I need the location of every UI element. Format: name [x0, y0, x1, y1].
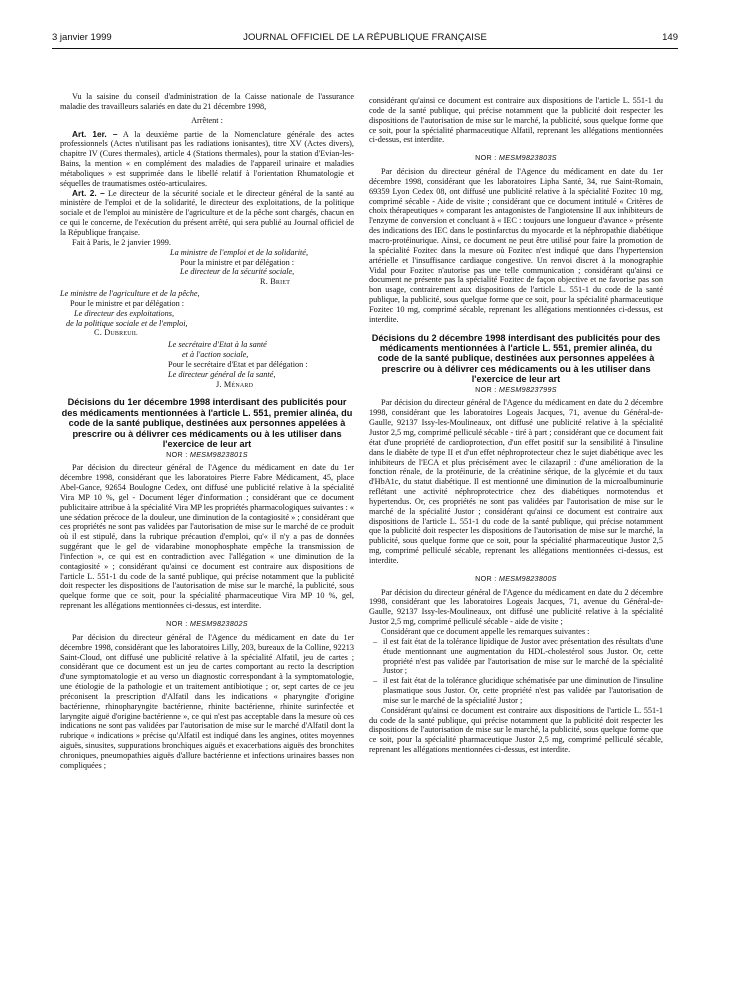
- signature-block-1: [170, 248, 354, 287]
- fait-line: Fait à Paris, le 2 janvier 1999.: [72, 237, 171, 247]
- left-column: [60, 92, 354, 982]
- nor-2-prefix: NOR :: [166, 619, 188, 628]
- signature-1-line-1: La ministre de l'emploi et de la solidarité,: [170, 247, 309, 257]
- signature-3-name: J. Ménard: [216, 379, 254, 389]
- conclusion-paragraph-justor: Considérant qu'ainsi ce document est contraire aux dispositions de l'article L. 551-1 du code de la santé publique, qui précise notamment que la publicité doit respecter les dispositions de l'autorisation de mise sur le marché, la publicité, sous quelque forme que ce soit, pour la spécialité pharmaceutique Justor 2,5 mg, comprimé pelliculé sécable, reprenant les allégations mentionnées ci-dessus, est interdite.: [369, 705, 663, 755]
- signature-block-3: [168, 340, 354, 389]
- intro-paragraph: Vu la saisine du conseil d'administration de la Caisse nationale de l'assurance maladie des travailleurs salariés en date du 21 décembre 1998,: [60, 92, 354, 111]
- decision-paragraph-alfatil: Par décision du directeur général de l'Agence du médicament en date du 1er décembre 1998, considérant que les laboratoires Lilly, 203, bureaux de la Colline, 92213 Saint-Cloud, ont diffusé une publicité relative à la spécialité Alfatil, jeu de cartes ; considérant que ce document est un jeu de cartes comportant au recto la description d'une symptomatologie et au verso un diagnostic correspondant à la symptomatologie, une étiologie de la pathologie et un traitement antibiotique ; or, sept cartes de ce jeu préconisent la prescription d'Alfatil dans les indications « pharyngite d'origine bactérienne, rhinopharyngite bactérienne, rhinite bactérienne, rhinite surinfectée et laryngite aiguë d'origine bactérienne », ce qui n'est pas acceptable dans la mesure où ces indications ne sont pas validées par l'autorisation de mise sur le marché d'Alfatil dont la rubrique « indications » précise qu'Alfatil est indiqué dans les angines, otites moyennes aiguës, sinusites, suppurations bronchiques aiguës et exacerbations aiguës des bronchites chroniques, pneumopathies aiguës d'allure bactérienne et infections urinaires basses non compliquées ;: [60, 632, 354, 770]
- remark-bullet-1: – il est fait état de la tolérance lipidique de Justor avec présentation des résultats d'une étude mentionnant une augmentation du HDL-cholestérol sous Justor. Or, cette propriété n'est pas validée par l'autorisation de mise sur le marché de la spécialité Justor ;: [369, 637, 663, 676]
- decision-paragraph-justor-aide: Par décision du directeur général de l'Agence du médicament en date du 2 décembre 1998, considérant que les laboratoires Logeais Jacques, 71, avenue du Général-de-Gaulle, 92137 Issy-les-Moulineaux, ont diffusé une publicité relative à la spécialité Justor 2,5 mg, comprimé pelliculé sécable - aide de visite ;: [369, 587, 663, 627]
- arrete-heading: Arrêtent :: [191, 115, 223, 125]
- nor-reference-2: [60, 619, 354, 629]
- article-1-text: A la deuxième partie de la Nomenclature générale des actes professionnels (Actes n'utilisant pas les radiations ionisantes), titre XV (Actes divers), chapitre IV (Cures thermales), article 4 (Stations thermales), pour la station d'Evian-les-Bains, la mention « en complément des maladies de l'appareil urinaire et maladies métaboliques » est supprimée dans le libellé relatif à l'orientation Rhumatologie et séquelles de traumatismes ostéo-articulaires.: [60, 129, 354, 188]
- signature-3-line-3: Pour le secrétaire d'Etat et par délégation :: [168, 359, 308, 369]
- signature-1-line-2: Pour la ministre et par délégation :: [180, 257, 295, 267]
- header-rule: [52, 48, 678, 49]
- nor-5-prefix: NOR :: [475, 573, 497, 583]
- decision-paragraph-fozitec: Par décision du directeur général de l'Agence du médicament en date du 1er décembre 1998, considérant que les laboratoires Lipha Santé, 34, rue Saint-Romain, 69359 Lyon Cedex 08, ont diffusé une publicité relative à la spécialité Fozitec 10 mg, comprimé sécable - Aide de visite ; considérant que ce document intitulé « Critères de choix thérapeutiques » comparant les antagonistes de l'angiotensine II aux inhibiteurs de l'enzyme de conversion et concluant à « IEC : toujours une longueur d'avance » présente des indications des IEC dans le postinfarctus du myocarde et la néphropathie diabétique macro-protéinurique. Ainsi, ce document ne peut être utilisé pour faire la promotion de la spécialité Fozitec dans la mesure où Fozitec n'est indiqué que dans l'hypertension artérielle et l'insuffisance cardiaque congestive. Un renvoi discret à la monographie Vidal pour Fozitec n'autorise pas une telle communication ; considérant qu'ainsi ce document ne présente pas la spécialité Fozitec de façon objective et ne favorise pas son bon usage, contrairement aux dispositions de l'article L. 551-1 du code de la santé publique, la publicité, sous quelque forme que ce soit, pour la spécialité pharmaceutique Fozitec 10 mg, comprimé sécable, reprenant les allégations mentionnées ci-dessus, est interdite.: [369, 167, 663, 324]
- article-2-text: Le directeur de la sécurité sociale et le directeur général de la santé au ministère de l'emploi et de la solidarité, le directeur des exploitations, de la politique sociale et de l'emploi au ministère de l'agriculture et de la pêche sont chargés, chacun en ce qui le concerne, de l'exécution du présent arrêté, qui sera publié au Journal officiel de la République française.: [60, 188, 354, 237]
- article-2: [60, 189, 354, 238]
- signature-2-line-1: Le ministre de l'agriculture et de la pêche,: [60, 289, 200, 299]
- signature-1-line-3: Le directeur de la sécurité sociale,: [180, 267, 295, 277]
- nor-4-prefix: NOR :: [475, 384, 497, 394]
- header-journal-title: JOURNAL OFFICIEL DE LA RÉPUBLIQUE FRANÇAISE: [243, 32, 487, 43]
- decision-title-1: Décisions du 1er décembre 1998 interdisant des publicités pour des médicaments mentionnées à l'article L. 551, premier alinéa, du code de la santé publique, destinées aux personnes appelées à prescrire ou à délivrer ces médicaments ou à les utiliser dans l'exercice de leur art: [61, 397, 353, 450]
- article-2-label: Art. 2. –: [72, 187, 105, 198]
- nor-1-prefix: NOR :: [166, 449, 188, 459]
- signature-2-line-3: Le directeur des exploitations,: [74, 308, 175, 318]
- signature-1-name: R. Briet: [260, 277, 291, 287]
- nor-1-code: MESM9823801S: [189, 449, 248, 459]
- page-header: [52, 32, 678, 52]
- signature-3-line-2: et à l'action sociale,: [182, 350, 249, 360]
- nor-reference-4: [369, 385, 663, 395]
- decision-title-2: Décisions du 2 décembre 1998 interdisant des publicités pour des médicaments mentionnées à l'article L. 551, premier alinéa, du code de la santé publique, destinées aux personnes appelées à prescrire ou à délivrer ces médicaments ou à les utiliser dans l'exercice de leur art: [371, 332, 661, 385]
- nor-reference-5: [369, 574, 663, 584]
- signature-2-line-4: de la politique sociale et de l'emploi,: [66, 318, 188, 328]
- signature-3-line-1: Le secrétaire d'Etat à la santé: [168, 340, 267, 350]
- nor-3-prefix: NOR :: [475, 153, 497, 163]
- signature-3-line-4: Le directeur général de la santé,: [168, 369, 276, 379]
- remarks-intro: Considérant que ce document appelle les remarques suivantes :: [381, 627, 590, 636]
- decision-paragraph-justor-tire: Par décision du directeur général de l'Agence du médicament en date du 2 décembre 1998, considérant que les laboratoires Logeais Jacques, 71, avenue du Général-de-Gaulle, 92137 Issy-les-Moulineaux, ont diffusé une publicité relative à la spécialité Justor 2,5 mg, comprimé pelliculé sécable - tiré à part ; considérant que ce document fait état d'une propriété de cardioprotection, d'un effet positif sur la sensibilité à l'insuline dans le diabète de type II et d'un effet néphroprotecteur chez le sujet diabétique avec les inhibiteurs de l'ECA et plus précisément avec le cilazapril : d'une amélioration de la fonction rénale, de la protéinurie, de la créatinine sérique, de la glycémie et du taux d'HbA1c, du statut diabétique. Il est mentionné une diminution de la microalbuminurie reflétant une activité néphroprotectrice chez des diabétiques normotendus et hypertendus. Or, ces propriétés ne sont pas validées par l'autorisation de mise sur le marché de la spécialité Justor ; considérant qu'ainsi ce document est contraire aux dispositions de l'article L. 551-1 du code de la santé publique, qui précise notamment que la publicité doit respecter les dispositions de l'autorisation de mise sur le marché, la publicité, sous quelque forme que ce soit, pour la spécialité pharmaceutique Justor 2,5 mg, comprimé pelliculé sécable, reprenant les allégations mentionnées ci-dessus, est interdite.: [369, 398, 663, 565]
- nor-4-code: MESM9823799S: [498, 384, 557, 394]
- remark-bullet-2: – il est fait état de la tolérance glucidique schématisée par une diminution de l'insuline plasmatique sous Justor. Or, cette propriété n'est pas validée par l'autorisation de mise sur le marché de la spécialité Justor ;: [369, 676, 663, 706]
- article-1: [60, 130, 354, 189]
- signature-2-line-2: Pour le ministre et par délégation :: [70, 298, 185, 308]
- article-1-label: Art. 1er. –: [72, 128, 118, 139]
- alfatil-continuation: considérant qu'ainsi ce document est contraire aux dispositions de l'article L. 551-1 du code de la santé publique, qui précise notamment que la publicité doit respecter les dispositions de l'autorisation de mise sur le marché, la publicité, sous quelque forme que ce soit, pour la spécialité pharmaceutique Alfatil, reprenant les allégations mentionnées ci-dessus, est interdite.: [369, 96, 663, 145]
- header-date: 3 janvier 1999: [52, 32, 112, 43]
- signature-2-name: C. Dubreuil: [94, 328, 138, 338]
- nor-reference-1: [60, 450, 354, 460]
- nor-3-code: MESM9823803S: [498, 153, 557, 163]
- header-page-number: 149: [662, 32, 678, 43]
- decision-paragraph-vira: Par décision du directeur général de l'Agence du médicament en date du 1er décembre 1998, considérant que les laboratoires Pierre Fabre Médicament, 45, place Abel-Gance, 92654 Boulogne Cedex, ont diffusé une publicité relative à la spécialité Vira MP 10 %, gel - Document léger d'information ; considérant que ce document publicitaire attribue à la spécialité Vira MP les propriétés pharmacologiques suivantes : « une sédation précoce de la douleur, une diminution de la contagiosité » ; considérant que ces propriétés ne sont pas validées par l'autorisation de mise sur le marché de ce produit où il est stipulé, dans la rubrique précaution d'emploi, qu'« il n'y a pas de données suggérant que le gel de vidarabine monophosphate empêche la transmission de l'infection », ce qui est en contradiction avec l'allégation « une diminution de la contagiosité » ; considérant qu'ainsi ce document est contraire aux dispositions de l'article L. 551-1 du code de la santé publique, qui précise notamment que la publicité doit respecter les dispositions de l'autorisation de mise sur le marché, la publicité, sous quelque forme que ce soit, pour la spécialité pharmaceutique Vira MP 10 %, gel, reprenant les allégations mentionnées ci-dessus, est interdite.: [60, 463, 354, 611]
- nor-5-code: MESM9823800S: [498, 573, 557, 583]
- right-column: [369, 96, 663, 986]
- nor-reference-3: [369, 153, 663, 163]
- signature-block-2: [60, 289, 354, 338]
- nor-2-code: MESM9823802S: [189, 619, 248, 628]
